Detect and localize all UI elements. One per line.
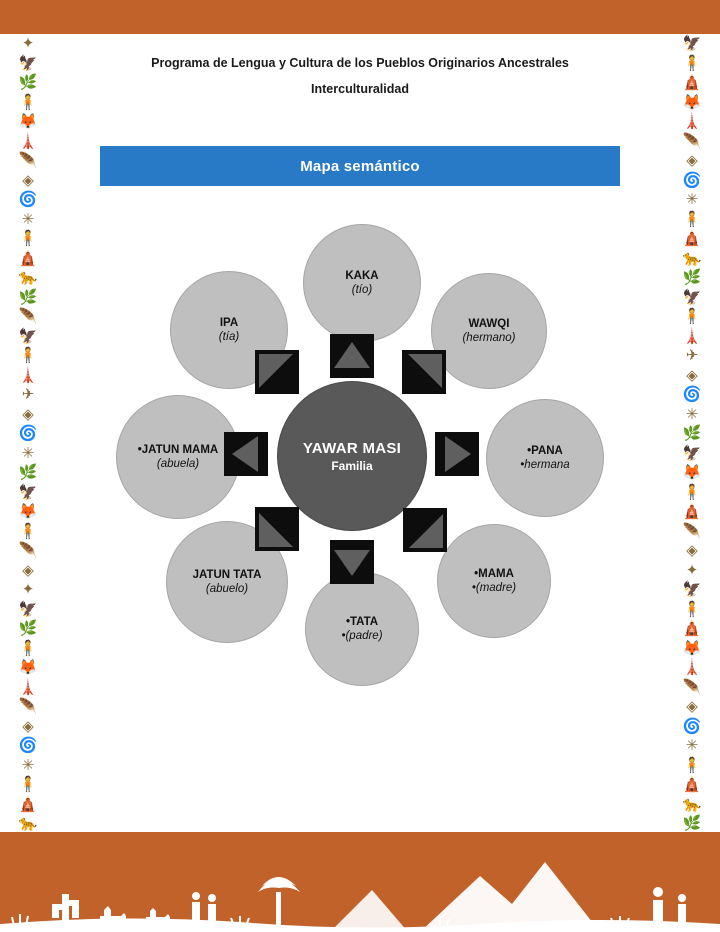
ornament-glyph: 🗼 bbox=[18, 132, 38, 150]
node-term: KAKA bbox=[345, 270, 379, 282]
ornament-glyph: 🦊 bbox=[682, 639, 702, 657]
center-term: YAWAR MASI bbox=[302, 439, 402, 457]
ornament-glyph: 🪶 bbox=[18, 152, 38, 169]
ornament-glyph: 🌀 bbox=[682, 717, 702, 735]
node-term: •TATA bbox=[345, 616, 379, 628]
arrow-right-icon bbox=[435, 432, 479, 476]
node-term: •PANA bbox=[527, 445, 563, 457]
ornament-glyph: ◈ bbox=[22, 171, 34, 189]
node-gloss: (hermano) bbox=[462, 332, 516, 344]
page-title bbox=[76, 50, 644, 102]
ornament-glyph: ✳ bbox=[21, 210, 35, 228]
ornament-glyph: 🧍 bbox=[682, 600, 702, 618]
ornament-glyph: 🧍 bbox=[682, 54, 702, 72]
ornament-glyph: 🦅 bbox=[682, 288, 702, 306]
arrow-left-icon bbox=[224, 432, 268, 476]
ornament-glyph: 🐆 bbox=[682, 795, 702, 813]
node-gloss: •(madre) bbox=[471, 582, 517, 594]
ornament-glyph: 🛕 bbox=[682, 776, 702, 793]
ornament-glyph: 🧍 bbox=[18, 230, 38, 247]
ornament-glyph: 🌀 bbox=[18, 425, 38, 442]
node-gloss: (tía) bbox=[218, 331, 240, 343]
ornament-glyph: 🧍 bbox=[18, 776, 38, 793]
ornament-glyph: 🗼 bbox=[18, 366, 38, 384]
ornament-glyph: 🪶 bbox=[18, 542, 38, 559]
ornament-glyph: ◈ bbox=[22, 405, 34, 423]
left-ornament-strip bbox=[0, 34, 56, 832]
center-gloss: Familia bbox=[331, 458, 373, 473]
section-title-bar: Mapa semántico bbox=[100, 146, 620, 186]
page-title-line2: Interculturalidad bbox=[311, 82, 409, 96]
ornament-glyph: 🌿 bbox=[682, 815, 702, 832]
ornament-glyph: 🌀 bbox=[682, 171, 702, 189]
node-gloss: (tío) bbox=[351, 284, 373, 296]
ornament-glyph: ◈ bbox=[686, 366, 698, 384]
ornament-glyph: 🐆 bbox=[18, 815, 38, 832]
ornament-glyph: 🧍 bbox=[682, 308, 702, 325]
ornament-glyph: 🦊 bbox=[682, 93, 702, 111]
ornament-glyph: 🌿 bbox=[18, 464, 38, 481]
node-term: •MAMA bbox=[474, 568, 514, 580]
ornament-glyph: ✳ bbox=[21, 756, 35, 774]
ornament-glyph: ✳ bbox=[685, 191, 699, 208]
semantic-map bbox=[100, 210, 620, 690]
ornament-glyph: 🧍 bbox=[18, 639, 38, 657]
ornament-glyph: ✦ bbox=[21, 581, 35, 598]
ornament-glyph: ✳ bbox=[685, 737, 699, 754]
node-term: WAWQI bbox=[468, 318, 510, 330]
ornament-glyph: 🌿 bbox=[18, 74, 38, 91]
ornament-glyph: ✦ bbox=[21, 35, 35, 52]
ornament-glyph: 🦅 bbox=[18, 54, 38, 72]
right-ornament-strip bbox=[664, 34, 720, 832]
node-gloss: (abuela) bbox=[156, 458, 200, 470]
node-gloss: •hermana bbox=[520, 459, 570, 471]
ornament-glyph: ◈ bbox=[686, 542, 698, 559]
ornament-glyph: 🐆 bbox=[682, 249, 702, 267]
ornament-glyph: 🛕 bbox=[682, 74, 702, 91]
ornament-glyph: 🧍 bbox=[18, 347, 38, 364]
top-orange-band bbox=[0, 0, 720, 34]
arrow-down-icon bbox=[330, 540, 374, 584]
bottom-scenery-silhouette bbox=[0, 832, 720, 932]
arrow-up-right-icon bbox=[402, 350, 446, 394]
ornament-glyph: 🌀 bbox=[18, 737, 38, 754]
ornament-glyph: 🦊 bbox=[682, 464, 702, 481]
ornament-glyph: 🧍 bbox=[682, 210, 702, 228]
ornament-glyph: 🛕 bbox=[682, 620, 702, 637]
ornament-glyph: 🗼 bbox=[682, 113, 702, 130]
node-tata bbox=[305, 572, 419, 686]
ornament-glyph: 🛕 bbox=[18, 795, 38, 813]
node-term: •JATUN MAMA bbox=[137, 444, 219, 456]
ornament-glyph: 🪶 bbox=[18, 698, 38, 715]
node-term: IPA bbox=[219, 317, 239, 329]
ornament-glyph: 🧍 bbox=[18, 93, 38, 111]
ornament-glyph: ◈ bbox=[22, 561, 34, 579]
ornament-glyph: 🦊 bbox=[18, 659, 38, 676]
ornament-glyph: 🗼 bbox=[682, 327, 702, 345]
ornament-glyph: 🦊 bbox=[18, 113, 38, 130]
ornament-glyph: 🦅 bbox=[18, 483, 38, 501]
node-gloss: (abuelo) bbox=[205, 583, 249, 595]
node-kaka bbox=[303, 224, 421, 342]
arrow-down-left-icon bbox=[255, 507, 299, 551]
node-term: JATUN TATA bbox=[192, 569, 262, 581]
arrow-up-icon bbox=[330, 334, 374, 378]
node-gloss: •(padre) bbox=[341, 630, 383, 642]
ornament-glyph: 🧍 bbox=[682, 483, 702, 501]
ornament-glyph: 🦅 bbox=[18, 327, 38, 345]
page-title-line1: Programa de Lengua y Cultura de los Pueblos Originarios Ancestrales bbox=[151, 56, 569, 70]
ornament-glyph: 🪶 bbox=[682, 132, 702, 150]
ornament-glyph: 🦅 bbox=[18, 600, 38, 618]
ornament-glyph: 🪶 bbox=[682, 678, 702, 696]
node-mama bbox=[437, 524, 551, 638]
ornament-glyph: ✳ bbox=[21, 444, 35, 462]
ornament-glyph: 🦅 bbox=[682, 35, 702, 52]
ornament-glyph: 🛕 bbox=[682, 503, 702, 520]
node-wawqi bbox=[431, 273, 547, 389]
ornament-glyph: ◈ bbox=[22, 717, 34, 735]
ornament-glyph: 🌿 bbox=[18, 288, 38, 306]
ornament-glyph: 🦊 bbox=[18, 503, 38, 520]
node-pana bbox=[486, 399, 604, 517]
ornament-glyph: ◈ bbox=[686, 698, 698, 715]
ornament-glyph: ◈ bbox=[686, 152, 698, 169]
ornament-glyph: 🌀 bbox=[18, 191, 38, 208]
ornament-glyph: 🦅 bbox=[682, 444, 702, 462]
ornament-glyph: 🛕 bbox=[18, 249, 38, 267]
ornament-glyph: 🌿 bbox=[682, 425, 702, 442]
ornament-glyph: ✈ bbox=[685, 347, 699, 364]
ornament-glyph: 🗼 bbox=[18, 678, 38, 696]
ornament-glyph: 🐆 bbox=[18, 269, 38, 286]
ornament-glyph: 🌿 bbox=[682, 269, 702, 286]
ornament-glyph: 🪶 bbox=[18, 308, 38, 325]
arrow-up-left-icon bbox=[255, 350, 299, 394]
ornament-glyph: 🪶 bbox=[682, 522, 702, 540]
ornament-glyph: 🧍 bbox=[18, 522, 38, 540]
ornament-glyph: ✦ bbox=[685, 561, 699, 579]
ornament-glyph: 🌿 bbox=[18, 620, 38, 637]
node-jatun-mama bbox=[116, 395, 240, 519]
ornament-glyph: ✳ bbox=[685, 405, 699, 423]
ornament-glyph: 🗼 bbox=[682, 659, 702, 676]
ornament-glyph: 🦅 bbox=[682, 581, 702, 598]
ornament-glyph: 🧍 bbox=[682, 756, 702, 774]
arrow-down-right-icon bbox=[403, 508, 447, 552]
ornament-glyph: ✈ bbox=[21, 386, 35, 403]
ornament-glyph: 🌀 bbox=[682, 386, 702, 403]
ornament-glyph: 🛕 bbox=[682, 230, 702, 247]
